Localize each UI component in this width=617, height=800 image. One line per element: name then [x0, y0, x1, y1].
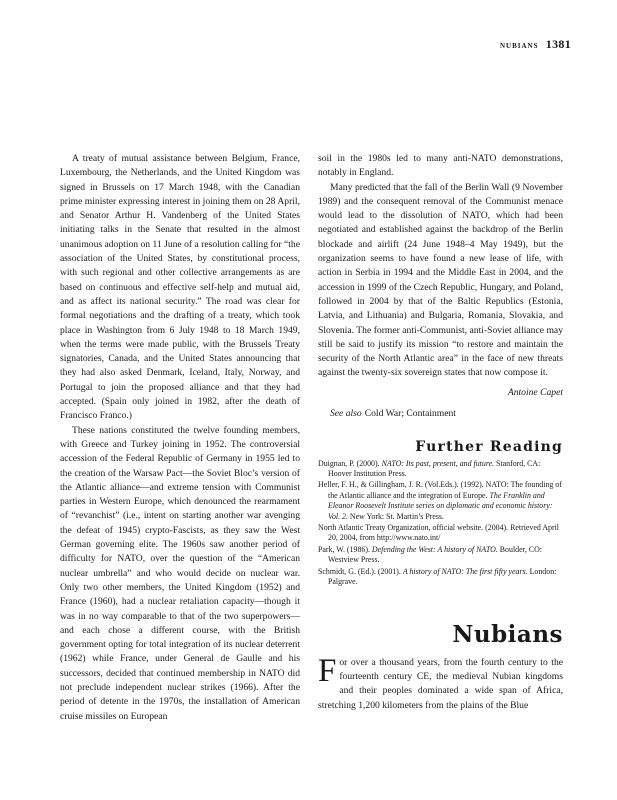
bibliography-entry: Schmidt, G. (Ed.). (2001). A history of NATO: The first fifty years. London: Palgrave. — [318, 566, 557, 587]
entry-first-paragraph — [318, 652, 563, 713]
bibliography-entry: North Atlantic Treaty Organization, official website. (2004). Retrieved April 20, 2004, from http://www.nato.int/ — [318, 523, 559, 543]
entry-paragraph-text: or over a thousand years, from the fourth century to the fourteenth century CE, the medieval Nubian kingdoms and their peoples dominated a wide span of Africa, stretching 1,200 kilometers from the plains of the Blue — [318, 656, 563, 711]
see-also — [318, 407, 563, 421]
body-paragraph: Many predicted that the fall of the Berlin Wall (9 November 1989) and the consequent removal of the Communist menace would lead to the dissolution of NATO, which had been negotiated and established against the backdrop of the Berlin blockade and airlift (24 June 1948–4 May 1949), but the organization seems to have found a new lease of life, with action in Serbia in 1994 and the Middle East in 2004, and the accession in 1999 of the Czech Republic, Hungary, and Poland, followed in 2004 by that of the Baltic Republics (Estonia, Latvia, and Lithuania) and Bulgaria, Romania, Slovakia, and Slovenia. The former anti-Communist, anti-Soviet alliance may still be said to justify its mission “to restore and maintain the security of the North Atlantic area” in the face of new threats against the twenty-six sovereign states that now compose it. — [318, 181, 563, 379]
bibliography-entry: Park, W. (1986). Defending the West: A history of NATO. Boulder, CO: Westview Press. — [318, 544, 542, 565]
author-signature: Antoine Capet — [507, 386, 563, 398]
running-head — [500, 37, 571, 52]
drop-cap: F — [318, 652, 337, 689]
further-reading-heading: Further Reading — [415, 439, 563, 456]
body-paragraph: soil in the 1980s led to many anti-NATO demonstrations, notably in England. — [318, 153, 563, 179]
running-title: nubians — [499, 40, 539, 51]
bibliography-entry: Heller, F. H., & Gillingham, J. R. (Vol.Eds.). (1992). NATO: The founding of the Atlantic alliance and the integration of Europe. The Franklin and Eleanor Roosevelt Institute series on diplomatic and economic history: Vol. 2. New York: St. Martin’s Press. — [318, 480, 562, 521]
see-also-links: Cold War; Containment — [364, 408, 456, 420]
entry-title: Nubians — [452, 620, 563, 648]
left-column — [60, 152, 300, 724]
page-number: 1381 — [545, 37, 571, 51]
bibliography-entry: Duignan, P. (2000). NATO: Its past, present, and future. Stanford, CA: Hoover Institution Press. — [318, 458, 541, 479]
body-paragraph: These nations constituted the twelve founding members, with Greece and Turkey joining in 1952. The controversial accession of the Federal Republic of Germany in 1955 led to the creation of the Warsaw Pact—the Soviet Bloc’s version of the Atlantic alliance—and extreme tension with Communist parties in Western Europe, which denounced the rearmament of “revanchist” (i.e., intent on starting another war avenging the defeat of 1945) crypto-Fascists, as they saw the West German governing elite. The 1960s saw another period of difficulty for NATO, over the question of the “American nuclear umbrella” and who would decide on nuclear war. Only two other members, the United Kingdom (1952) and France (1960), had a nuclear retaliation capacity—though it was in no way comparable to that of the two superpowers—and each chose a different course, with the British government opting for total integration of its nuclear deterrent (1962) while France, under General de Gaulle and his successors, decided that continued membership in NATO did not preclude independent nuclear strikes (1966). After the period of detente in the 1970s, the installation of American cruise missiles on European — [60, 424, 300, 722]
see-also-label: See also — [330, 408, 362, 420]
right-column — [318, 152, 563, 713]
body-paragraph: A treaty of mutual assistance between Belgium, France, Luxembourg, the Netherlands, and the United Kingdom was signed in Brussels on 17 March 1948, with the Canadian prime minister expressing interest in joining them on 28 April, and Senator Arthur H. Vandenberg of the United States initiating talks in the Senate that resulted in the almost unanimous adoption on 11 June of a resolution calling for “the association of the United States, by constitutional process, with such regional and other collective arrangements as are based on continuous and effective self-help and mutual aid, and as affect its national security.” The road was clear for formal negotiations and the drafting of a treaty, which took place in Washington from 6 July 1948 to 18 March 1949, when the terms were made public, with the Brussels Treaty signatories, Canada, and the United States announcing that they had also asked Denmark, Iceland, Italy, Norway, and Portugal to join the proposed alliance and that they had accepted. (Spain only joined in 1982, after the death of Francisco Franco.) — [60, 153, 300, 422]
bibliography — [318, 459, 563, 588]
